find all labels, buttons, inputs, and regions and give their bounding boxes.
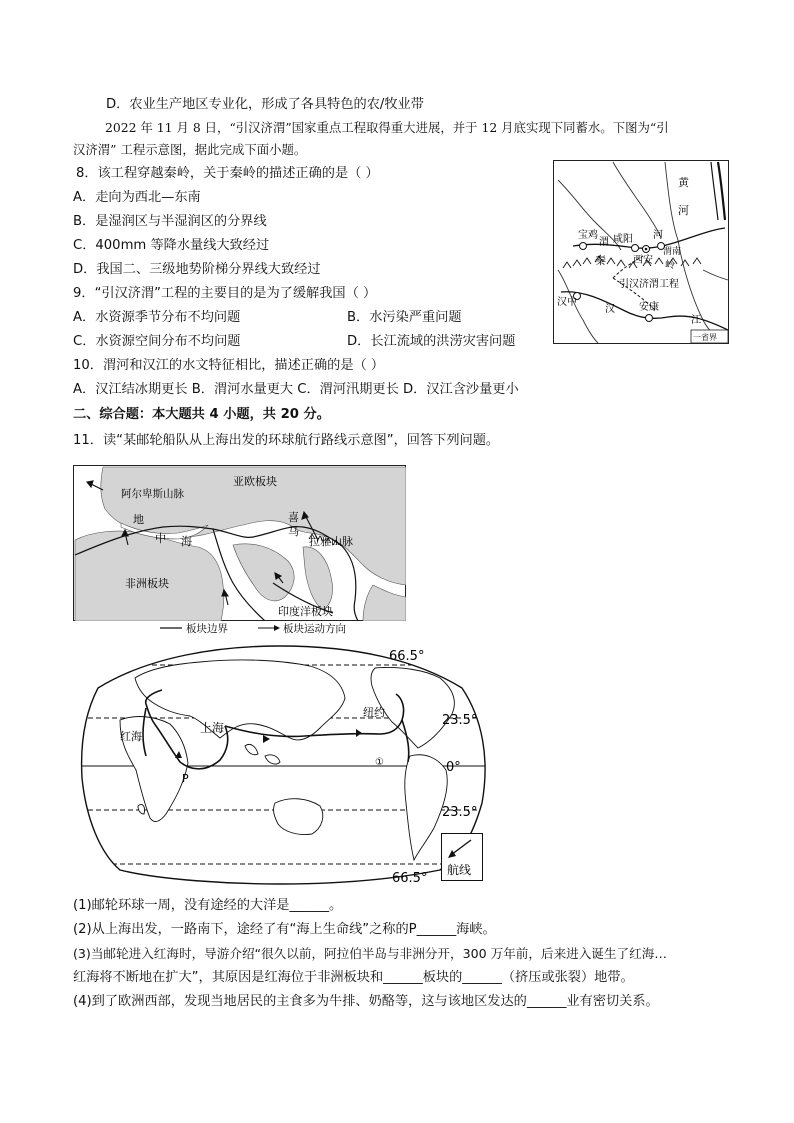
q9-option-c: C．水资源空间分布不均问题 [73, 334, 241, 349]
world-label-newyork: 纽约 [363, 706, 385, 719]
route-legend-label: 航线 [447, 863, 472, 877]
plates-label-zhong: 中 [155, 532, 166, 545]
q11-stem: 11．读“某邮轮船队从上海出发的环球航行路线示意图”，回答下列问题。 [73, 433, 500, 448]
legend-boundary-label: 板块边界 [186, 623, 228, 635]
map1-label-jiang: 江 [691, 315, 701, 326]
world-route-map [80, 638, 490, 888]
intro-line-1: 2022 年 11 月 8 日，“引汉济渭”国家重点工程取得重大进展，并于 12 月底实现下同蓄水。下图为“引 [105, 120, 669, 135]
q11-sub2: (2)从上海出发，一路南下，途经了有“海上生命线”之称的P______海峡。 [73, 922, 496, 937]
plates-label-indian: 印度洋板块 [278, 605, 333, 618]
lat-label-66-5s: 66.5° [392, 871, 428, 886]
q7-option-d: D．农业生产地区专业化，形成了各具特色的农/牧业带 [106, 97, 424, 112]
legend-motion-label: 板块运动方向 [283, 623, 346, 635]
q11-sub4: (4)到了欧洲西部，发现当地居民的主食多为牛排、奶酪等，这与该地区发达的______业有密切关系。 [73, 994, 659, 1009]
map1-label-he2: 河 [653, 230, 663, 241]
plates-label-laya: 拉雅山脉 [309, 535, 353, 548]
map1-label-baoji: 宝鸡 [578, 230, 598, 241]
ankang-city [646, 315, 653, 322]
map1-label-xianyang: 咸阳 [613, 234, 633, 245]
lat-label-66-5n: 66.5° [389, 649, 425, 664]
plate-map-legend [160, 620, 370, 636]
plates-label-di: 地 [133, 513, 144, 526]
plates-label-ma: 马 [288, 525, 299, 538]
plates-label-hai: 海 [181, 535, 192, 548]
q8-option-d: D．我国二、三级地势阶梯分界线大致经过 [73, 262, 321, 277]
section-2-heading: 二、综合题：本大题共 4 小题，共 20 分。 [73, 407, 330, 422]
map1-label-ling: 岭 [665, 260, 675, 271]
q9-stem: 9．“引汉济渭”工程的主要目的是为了缓解我国（ ） [73, 286, 377, 301]
qinling-project-map [553, 160, 729, 344]
map1-label-wei: 渭 [599, 237, 609, 248]
q11-sub3-line1: (3)当邮轮进入红海时，导游介绍“很久以前，阿拉伯半岛与非洲分开，300 万年前，后来进入诞生了红海… [73, 946, 667, 961]
route-legend [441, 833, 483, 881]
q11-sub1: (1)邮轮环球一周，没有途经的大洋是______。 [73, 898, 343, 913]
q8-option-c: C．400mm 等降水量线大致经过 [73, 238, 270, 253]
map1-legend-text: 一省界 [693, 333, 717, 342]
legend-motion-arrowhead [274, 625, 280, 631]
q10-stem: 10．渭河和汉江的水文特征相比，描述正确的是（ ） [73, 358, 385, 373]
q11-sub3-line2: 红海将不断地在扩大”，其原因是红海位于非洲板块和______板块的______（挤压或张裂）地带。 [73, 970, 634, 985]
lat-label-23-5s: 23.5° [442, 805, 478, 820]
map1-label-hanzhong: 汉中 [557, 297, 577, 308]
q9-option-a: A．水资源季节分布不均问题 [73, 310, 241, 325]
map1-label-qin: 秦 [595, 254, 606, 267]
map1-label-ankang: 安康 [639, 302, 659, 313]
q8-option-a: A．走向为西北—东南 [73, 190, 201, 205]
baoji-city [580, 243, 587, 250]
plates-label-eurasia: 亚欧板块 [233, 475, 277, 488]
lat-label-equator: 0° [446, 760, 461, 775]
map1-label-han: 汉 [605, 304, 615, 315]
plates-label-africa: 非洲板块 [125, 577, 169, 590]
plate-map [73, 465, 406, 621]
xian-capital-dot [645, 248, 648, 251]
map1-label-project: 引汉济渭工程 [619, 279, 679, 290]
map1-label-weinan: 渭南 [663, 247, 682, 257]
q8-stem: 8．该工程穿越秦岭，关于秦岭的描述正确的是（ ） [76, 166, 379, 181]
map1-label-xian: 西安 [633, 255, 653, 266]
intro-line-2: 汉济渭” 工程示意图，据此完成下面小题。 [73, 142, 307, 157]
world-label-shanghai: 上海 [200, 721, 225, 735]
q8-option-b: B．是湿润区与半湿润区的分界线 [73, 214, 267, 229]
q9-option-b: B．水污染严重问题 [347, 310, 462, 325]
q9-option-d: D．长江流域的洪涝灾害问题 [347, 334, 516, 349]
lat-label-23-5n: 23.5° [442, 713, 478, 728]
world-label-redsea: 红海 [120, 730, 142, 743]
map1-label-he: 河 [678, 204, 689, 217]
plates-label-xi: 喜 [288, 511, 299, 524]
plates-label-alps: 阿尔卑斯山脉 [121, 488, 184, 500]
q10-options: A．汉江结冰期更长 B．渭河水量更大 C．渭河汛期更长 D．汉江含沙量更小 [73, 382, 519, 397]
xianyang-city [632, 245, 639, 252]
map1-label-huang: 黄 [678, 176, 689, 189]
world-label-p: P [182, 772, 189, 785]
world-label-circle1: ① [375, 757, 384, 768]
